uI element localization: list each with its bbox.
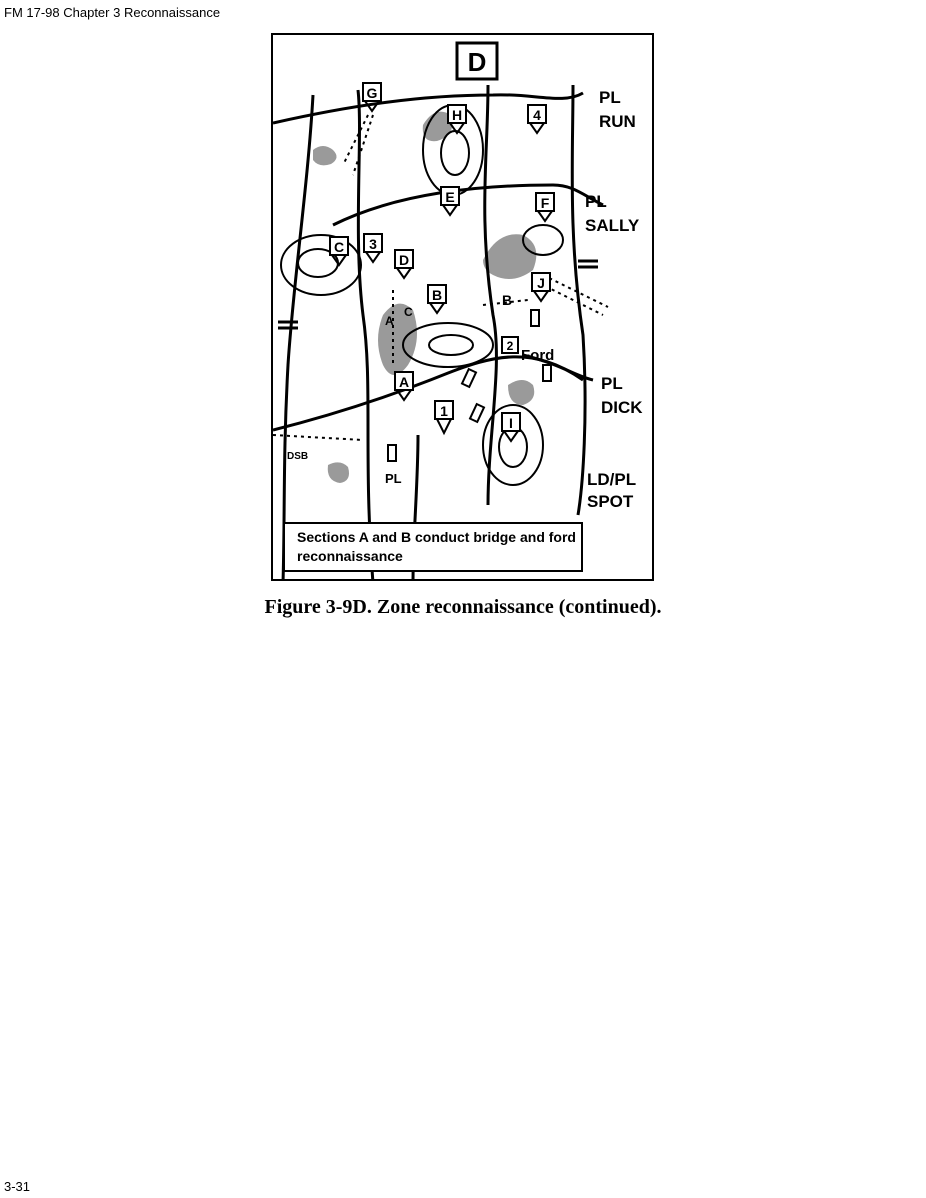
svg-text:H: H bbox=[451, 107, 463, 123]
pl-dick-line2: DICK bbox=[601, 398, 643, 417]
svg-text:3: 3 bbox=[369, 236, 377, 252]
checkpoint-a bbox=[395, 372, 413, 400]
checkpoint-c bbox=[330, 237, 348, 265]
pl-dick-line1: PL bbox=[601, 374, 623, 393]
map-figure bbox=[271, 33, 654, 581]
svg-text:F: F bbox=[540, 195, 550, 211]
checkpoint-e bbox=[441, 187, 459, 215]
svg-text:D: D bbox=[398, 252, 410, 268]
checkpoint-i bbox=[502, 413, 520, 441]
svg-text:C: C bbox=[333, 239, 345, 255]
bridge-c-label: C bbox=[404, 305, 413, 319]
running-header: FM 17-98 Chapter 3 Reconnaissance bbox=[4, 5, 221, 20]
ford-label: Ford bbox=[521, 347, 555, 364]
checkpoint-2 bbox=[502, 337, 518, 353]
svg-text:A: A bbox=[398, 374, 410, 390]
ld-pl-spot-line2: SPOT bbox=[587, 492, 634, 511]
bridge-a-label: A bbox=[385, 314, 394, 328]
checkpoint-3 bbox=[364, 234, 382, 262]
pl-sally-line2: SALLY bbox=[585, 216, 640, 235]
svg-text:1: 1 bbox=[440, 403, 448, 419]
page-number: 3-31 bbox=[4, 1179, 31, 1194]
checkpoint-b bbox=[428, 285, 446, 313]
pl-bottom-label: PL bbox=[385, 471, 402, 486]
checkpoint-f bbox=[536, 193, 554, 221]
checkpoint-d bbox=[395, 250, 413, 278]
section-note: Sections A and B conduct bridge and ford reconnaissance bbox=[283, 522, 583, 572]
checkpoint-1 bbox=[435, 401, 453, 433]
svg-text:G: G bbox=[366, 85, 378, 101]
checkpoint-4 bbox=[528, 105, 546, 133]
figure-caption: Figure 3-9D. Zone reconnaissance (continued). bbox=[264, 596, 662, 618]
svg-text:I: I bbox=[509, 415, 513, 431]
pl-run-line2: RUN bbox=[599, 112, 636, 131]
pl-run-line1: PL bbox=[599, 88, 621, 107]
checkpoint-j bbox=[532, 273, 550, 301]
svg-text:4: 4 bbox=[533, 107, 541, 123]
svg-text:2: 2 bbox=[506, 339, 514, 353]
zone-letter: D bbox=[467, 47, 487, 77]
ld-pl-spot-line1: LD/PL bbox=[587, 470, 637, 489]
pl-sally-line1: PL bbox=[585, 192, 607, 211]
zone-reconnaissance-map bbox=[273, 35, 654, 581]
svg-text:J: J bbox=[537, 275, 545, 291]
bridge-b-label: B bbox=[502, 292, 513, 308]
svg-text:E: E bbox=[445, 189, 455, 205]
unit-symbol-label: DSB bbox=[287, 451, 309, 462]
svg-text:B: B bbox=[431, 287, 443, 303]
